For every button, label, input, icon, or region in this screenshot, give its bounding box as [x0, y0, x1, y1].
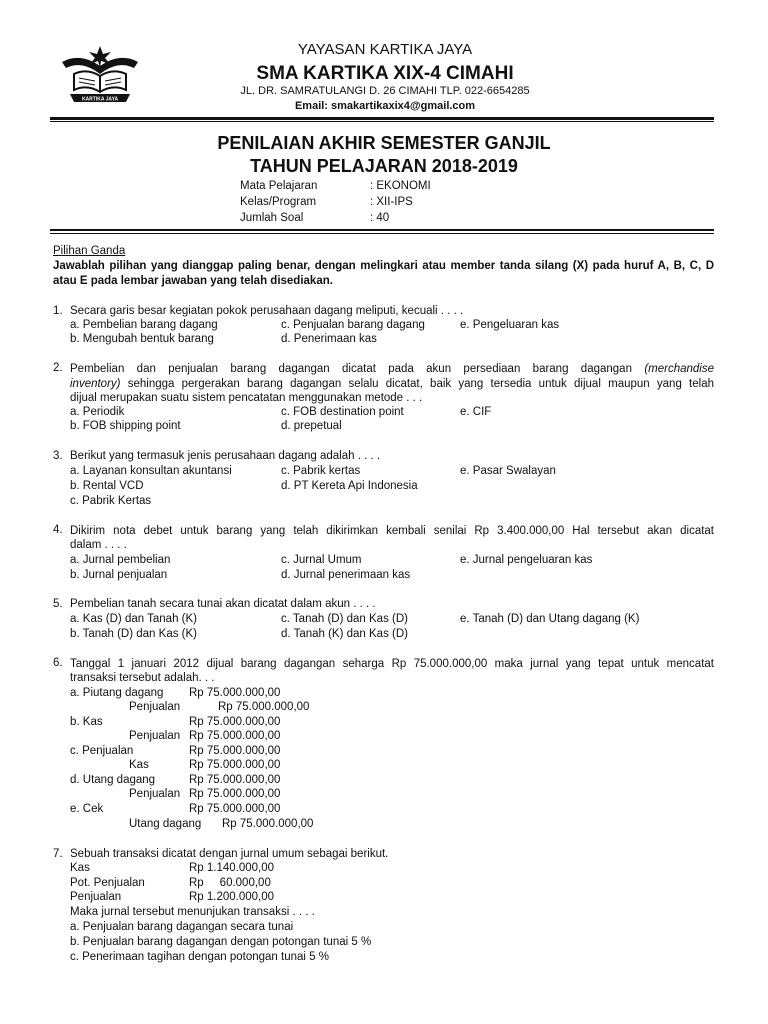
q2-option-c: c. FOB destination point [281, 406, 404, 418]
q3-text: Berikut yang termasuk jenis perusahaan dagang adalah . . . . [70, 450, 381, 462]
q2-line2-text: sehingga pergerakan barang dagangan selalu dicatat, baik yang tersedia untuk dijual maupun yang telah [127, 378, 714, 390]
section-instruction-line2: atau E pada lembar jawaban yang telah disediakan. [53, 275, 333, 287]
info-value-subject: : EKONOMI [370, 180, 431, 192]
info-value-count: : 40 [370, 212, 390, 224]
q4-option-d: d. Jurnal penerimaan kas [281, 569, 411, 581]
header-rule-thick [50, 117, 714, 120]
q1-option-d: d. Penerimaan kas [281, 333, 377, 345]
header-rule-thin [50, 121, 714, 122]
q3-option-d: d. PT Kereta Api Indonesia [281, 480, 418, 492]
q6-option-b-debit: b. Kas [70, 716, 103, 728]
q2-option-e: e. CIF [460, 406, 492, 418]
q4-number: 4. [53, 524, 63, 536]
q6-option-e-debit-amount: Rp 75.000.000,00 [189, 803, 281, 815]
school-address: JL. DR. SAMRATULANGI D. 26 CIMAHI TLP. 022-6654285 [240, 85, 530, 97]
q5-option-c: c. Tanah (D) dan Kas (D) [281, 613, 408, 625]
q4-line1: Dikirim nota debet untuk barang yang telah dikirimkan kembali senilai Rp 3.400.000,00 Hal tersebut akan dicatat [70, 525, 714, 537]
q5-option-b: b. Tanah (D) dan Kas (K) [70, 628, 197, 640]
q5-option-e: e. Tanah (D) dan Utang dagang (K) [460, 613, 640, 625]
q5-text: Pembelian tanah secara tunai akan dicatat dalam akun . . . . [70, 598, 376, 610]
q6-option-a-credit-amount: Rp 75.000.000,00 [218, 701, 310, 713]
info-rule-thick [50, 229, 714, 231]
q2-option-d: d. prepetual [281, 420, 342, 432]
q6-option-c-debit-amount: Rp 75.000.000,00 [189, 745, 281, 757]
q3-number: 3. [53, 450, 63, 462]
q1-text: Secara garis besar kegiatan pokok perusahaan dagang meliputi, kecuali . . . . [70, 305, 464, 317]
q6-option-d-debit: d. Utang dagang [70, 774, 156, 786]
q6-option-c-credit: Kas [129, 759, 149, 771]
q6-option-e-credit-amount: Rp 75.000.000,00 [222, 818, 314, 830]
q7-row-label: Kas [70, 862, 90, 874]
q6-line2: transaksi tersebut adalah. . . [70, 672, 215, 684]
info-rule-thin [50, 233, 714, 234]
logo-caption: KARTIKA JAYA [81, 96, 119, 103]
q6-option-a-debit: a. Piutang dagang [70, 687, 164, 699]
foundation-name: YAYASAN KARTIKA JAYA [297, 41, 473, 58]
q2-option-b: b. FOB shipping point [70, 420, 181, 432]
q6-option-a-credit: Penjualan [129, 701, 181, 713]
q6-option-d-debit-amount: Rp 75.000.000,00 [189, 774, 281, 786]
q7-text: Sebuah transaksi dicatat dengan jurnal umum sebagai berikut. [70, 848, 389, 860]
q4-option-b: b. Jurnal penjualan [70, 569, 168, 581]
q6-option-c-debit: c. Penjualan [70, 745, 134, 757]
q6-option-c-credit-amount: Rp 75.000.000,00 [189, 759, 281, 771]
q7-question: Maka jurnal tersebut menunjukan transaksi . . . . [70, 906, 315, 918]
q7-option-a: a. Penjualan barang dagangan secara tunai [70, 921, 294, 933]
q7-option-c: c. Penerimaan tagihan dengan potongan tunai 5 % [70, 951, 329, 963]
exam-year: TAHUN PELAJARAN 2018-2019 [250, 156, 518, 176]
q1-number: 1. [53, 305, 63, 317]
q6-option-b-credit: Penjualan [129, 730, 181, 742]
info-label-class: Kelas/Program [240, 196, 317, 208]
q6-option-a-debit-amount: Rp 75.000.000,00 [189, 687, 281, 699]
q1-option-c: c. Penjualan barang dagang [281, 319, 425, 331]
info-label-subject: Mata Pelajaran [240, 180, 318, 192]
q2-line1 [70, 362, 714, 377]
q3-option-e: e. Pasar Swalayan [460, 465, 556, 477]
q6-option-e-credit: Utang dagang [129, 818, 202, 830]
q2-line1-text: Pembelian dan penjualan barang dagangan dicatat pada akun persediaan barang dagangan [70, 363, 632, 375]
q4-option-a: a. Jurnal pembelian [70, 554, 171, 566]
q3-option-c2: c. Pabrik Kertas [70, 495, 152, 507]
info-label-count: Jumlah Soal [240, 212, 304, 224]
q5-number: 5. [53, 598, 63, 610]
q7-number: 7. [53, 848, 63, 860]
q6-number: 6. [53, 657, 63, 669]
q4-option-c: c. Jurnal Umum [281, 554, 362, 566]
q2-line2 [70, 377, 714, 392]
q1-option-a: a. Pembelian barang dagang [70, 319, 218, 331]
q2-line3: dijual merupakan suatu sistem pencatatan menggunakan metode . . . [70, 392, 423, 404]
q7-row-amount: Rp 1.140.000,00 [189, 862, 275, 874]
q1-option-e: e. Pengeluaran kas [460, 319, 560, 331]
q3-option-a: a. Layanan konsultan akuntansi [70, 465, 232, 477]
q6-option-d-credit-amount: Rp 75.000.000,00 [189, 788, 281, 800]
q7-row-label: Pot. Penjualan [70, 877, 145, 889]
school-logo [60, 44, 140, 106]
exam-title: PENILAIAN AKHIR SEMESTER GANJIL [217, 133, 551, 153]
q5-option-d: d. Tanah (K) dan Kas (D) [281, 628, 408, 640]
section-instruction-line1: Jawablah pilihan yang dianggap paling benar, dengan melingkari atau member tanda silang (X) pada huruf A, B, C, D [53, 260, 714, 272]
q6-option-b-debit-amount: Rp 75.000.000,00 [189, 716, 281, 728]
section-title: Pilihan Ganda [53, 245, 126, 257]
q2-number: 2. [53, 362, 63, 374]
school-email: Email: smakartikaxix4@gmail.com [294, 100, 476, 112]
q2-line1-italic: (merchandise [644, 363, 714, 375]
q6-line1: Tanggal 1 januari 2012 dijual barang dagangan seharga Rp 75.000.000,00 maka jurnal yang tepat untuk mencatat [70, 658, 714, 670]
q6-option-e-debit: e. Cek [70, 803, 104, 815]
q6-option-b-credit-amount: Rp 75.000.000,00 [189, 730, 281, 742]
q1-option-b: b. Mengubah bentuk barang [70, 333, 214, 345]
q2-option-a: a. Periodik [70, 406, 125, 418]
q7-row-amount: Rp 60.000,00 [189, 877, 271, 889]
school-name: SMA KARTIKA XIX-4 CIMAHI [256, 63, 514, 84]
q4-line2: dalam . . . . [70, 539, 127, 551]
q3-option-c: c. Pabrik kertas [281, 465, 361, 477]
q4-option-e: e. Jurnal pengeluaran kas [460, 554, 593, 566]
q6-option-d-credit: Penjualan [129, 788, 181, 800]
q2-line2-italic: inventory) [70, 378, 121, 390]
q7-option-b: b. Penjualan barang dagangan dengan potongan tunai 5 % [70, 936, 372, 948]
q3-option-b: b. Rental VCD [70, 480, 144, 492]
q7-row-amount: Rp 1.200.000,00 [189, 891, 275, 903]
info-value-class: : XII-IPS [370, 196, 413, 208]
q5-option-a: a. Kas (D) dan Tanah (K) [70, 613, 197, 625]
q7-row-label: Penjualan [70, 891, 122, 903]
